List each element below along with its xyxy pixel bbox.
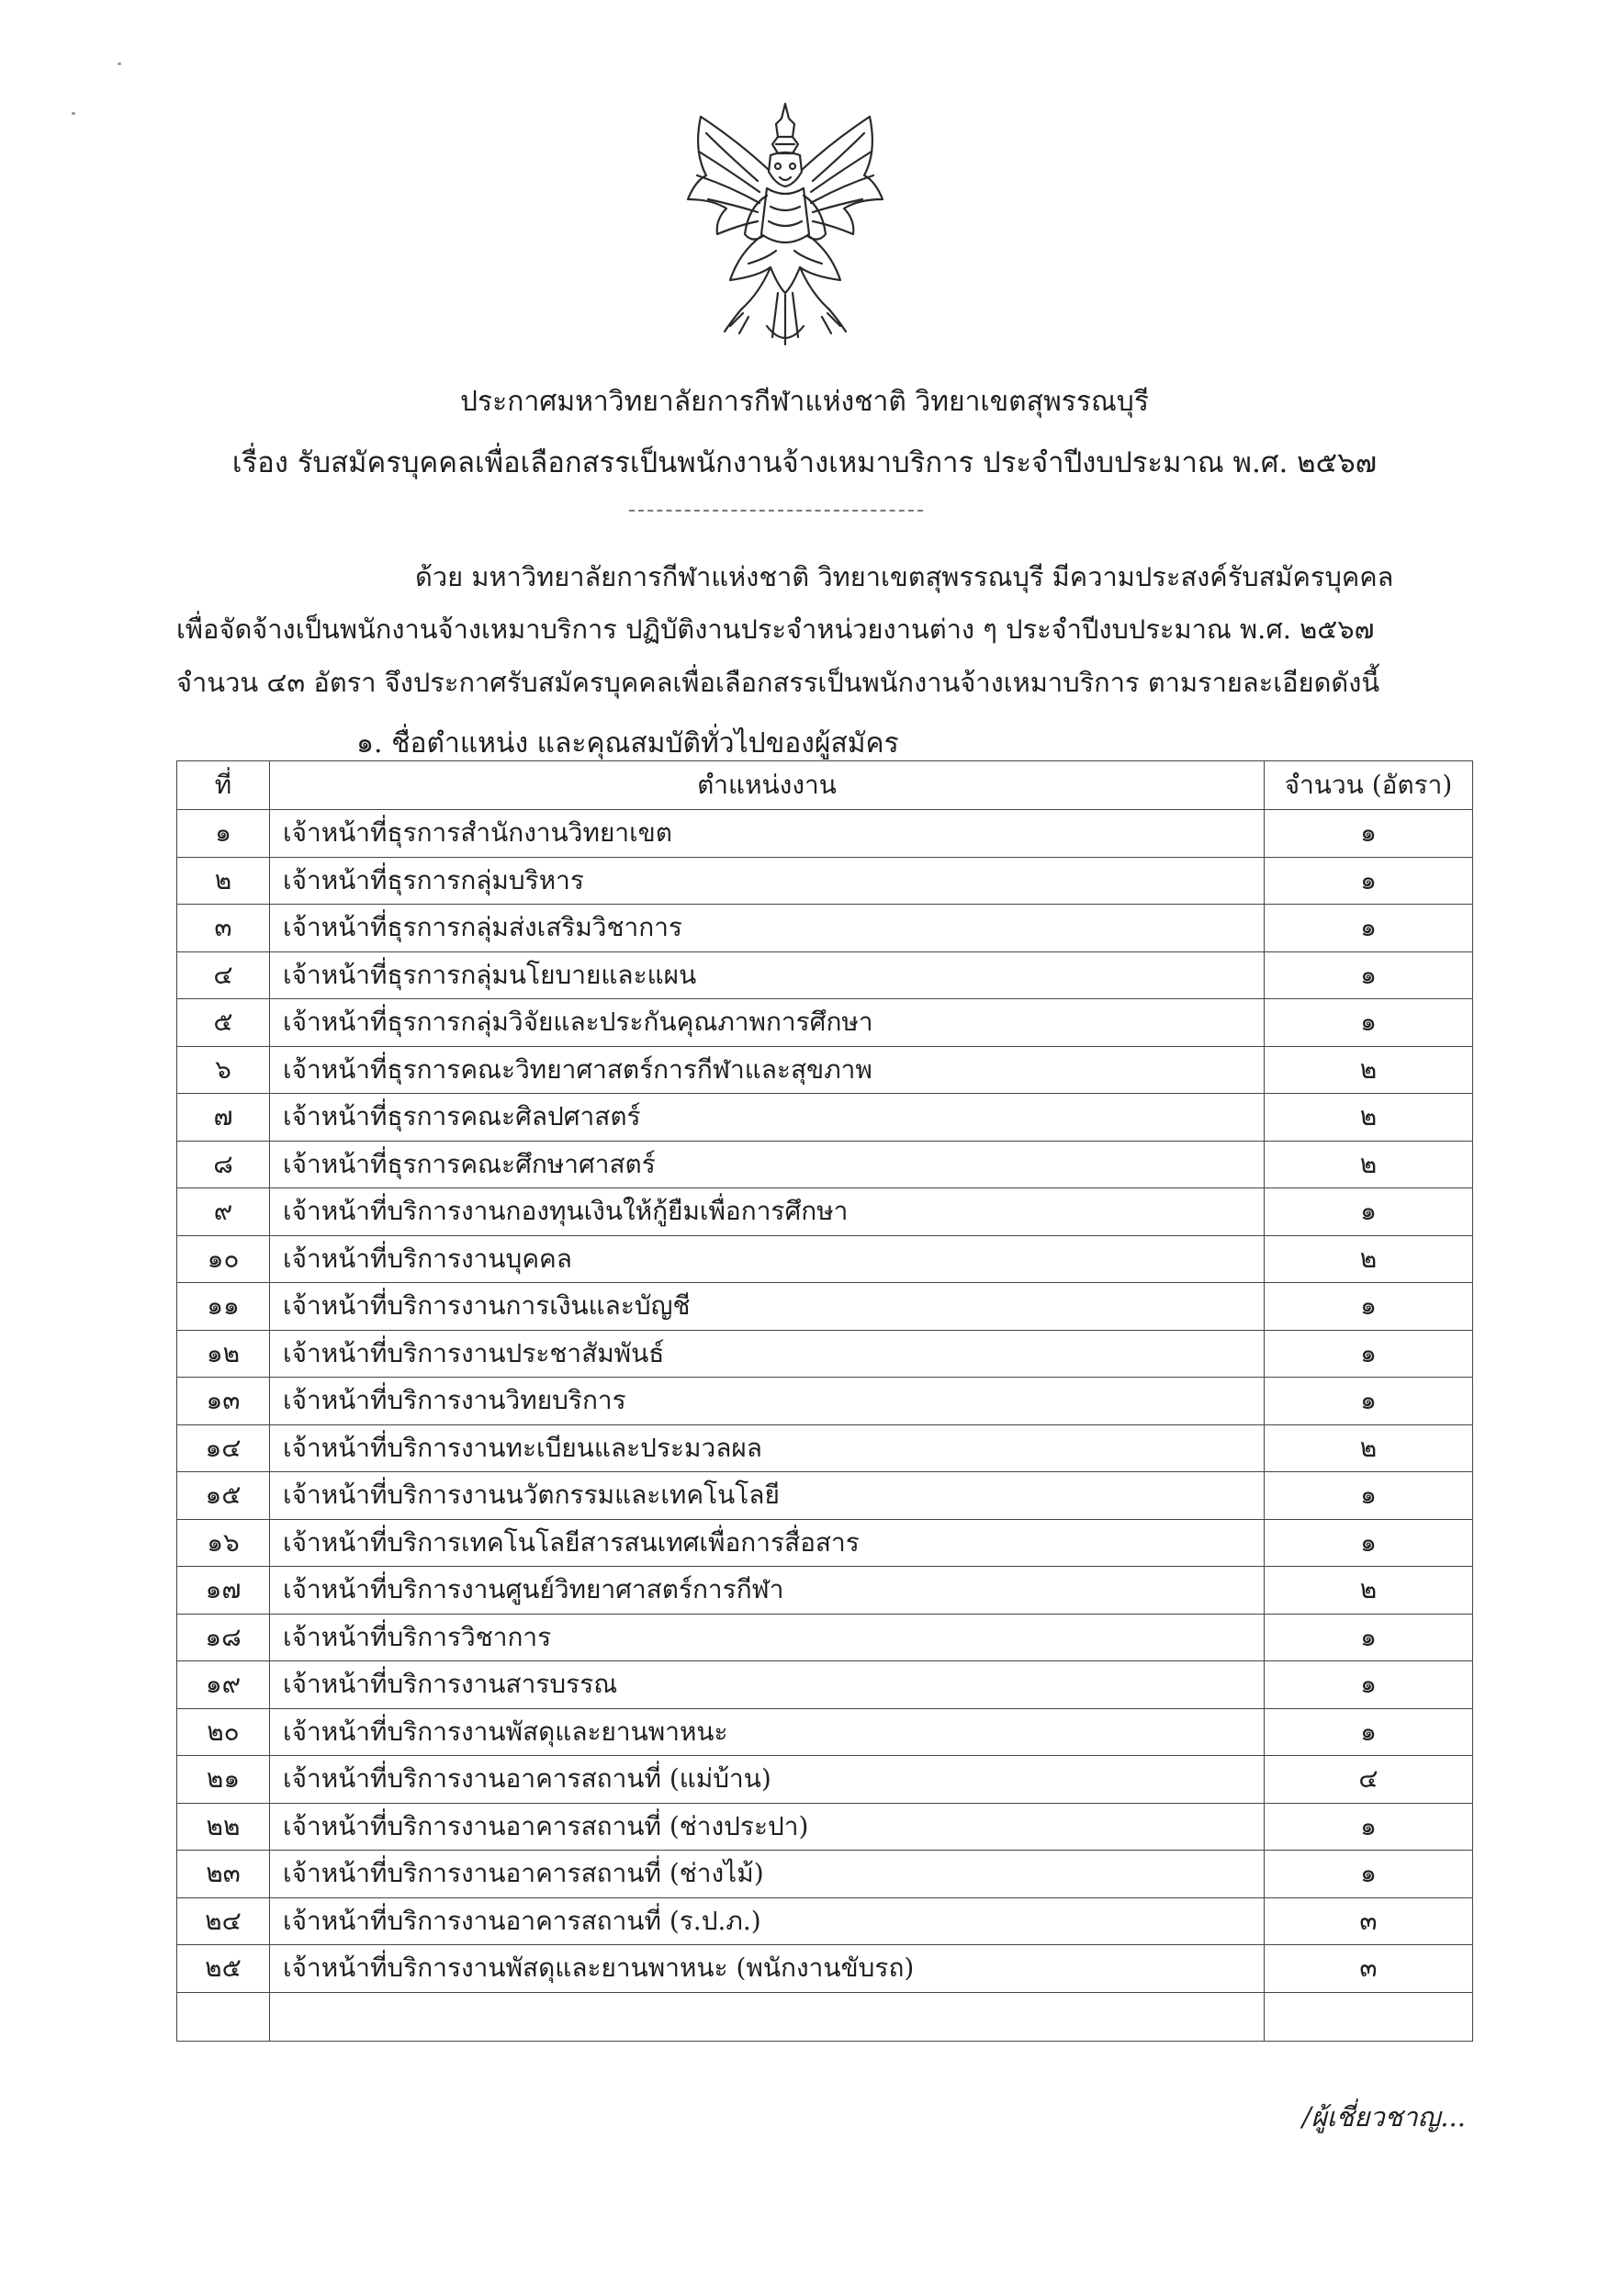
row-position: เจ้าหน้าที่บริการงานวิทยบริการ (270, 1378, 1265, 1425)
row-position: เจ้าหน้าที่บริการงานบุคคล (270, 1235, 1265, 1283)
table-row (177, 1424, 1473, 1472)
announcement-subject: เรื่อง รับสมัครบุคคลเพื่อเลือกสรรเป็นพนักงานจ้างเหมาบริการ ประจำปีงบประมาณ พ.ศ. ๒๕๖๗ (231, 446, 1378, 479)
row-number: ๑๔ (177, 1424, 270, 1472)
row-position: เจ้าหน้าที่บริการงานทะเบียนและประมวลผล (270, 1424, 1265, 1472)
row-count: ๒ (1265, 1094, 1473, 1142)
row-position: เจ้าหน้าที่บริการงานนวัตกรรมและเทคโนโลยี (270, 1472, 1265, 1520)
row-count: ๑ (1265, 810, 1473, 858)
row-number: ๑๒ (177, 1330, 270, 1378)
table-row (177, 1851, 1473, 1898)
row-number: ๒๐ (177, 1708, 270, 1756)
blank-cell (177, 1992, 270, 2041)
row-position: เจ้าหน้าที่บริการงานพัสดุและยานพาหนะ (พนักงานขับรถ) (270, 1945, 1265, 1993)
row-number: ๒๕ (177, 1945, 270, 1993)
table-row (177, 1094, 1473, 1142)
continuation-note: /ผู้เชี่ยวชาญ... (1302, 2101, 1466, 2133)
row-position: เจ้าหน้าที่ธุรการกลุ่มส่งเสริมวิชาการ (270, 905, 1265, 952)
row-position: เจ้าหน้าที่บริการงานอาคารสถานที่ (ร.ป.ภ.) (270, 1897, 1265, 1945)
table-row (177, 1046, 1473, 1094)
row-position: เจ้าหน้าที่บริการเทคโนโลยีสารสนเทศเพื่อการสื่อสาร (270, 1519, 1265, 1567)
table-row (177, 1235, 1473, 1283)
table-row (177, 1897, 1473, 1945)
row-count: ๔ (1265, 1756, 1473, 1804)
row-number: ๑๖ (177, 1519, 270, 1567)
table-row (177, 1472, 1473, 1520)
row-count: ๒ (1265, 1424, 1473, 1472)
garuda-emblem-icon (675, 96, 895, 358)
row-count: ๒ (1265, 1046, 1473, 1094)
table-row (177, 905, 1473, 952)
row-position: เจ้าหน้าที่บริการงานสารบรรณ (270, 1661, 1265, 1709)
table-row (177, 1945, 1473, 1993)
row-count: ๑ (1265, 1472, 1473, 1520)
row-number: ๖ (177, 1046, 270, 1094)
intro-paragraph-line-1: ด้วย มหาวิทยาลัยการกีฬาแห่งชาติ วิทยาเขตสุพรรณบุรี มีความประสงค์รับสมัครบุคคล (415, 561, 1394, 592)
table-row (177, 1330, 1473, 1378)
row-number: ๘ (177, 1141, 270, 1188)
table-body (177, 810, 1473, 2042)
row-position: เจ้าหน้าที่ธุรการกลุ่มนโยบายและแผน (270, 951, 1265, 999)
row-count: ๒ (1265, 1235, 1473, 1283)
header-position: ตำแหน่งงาน (270, 761, 1265, 810)
scan-speck (72, 112, 75, 115)
row-number: ๑ (177, 810, 270, 858)
table-blank-row (177, 1992, 1473, 2041)
row-position: เจ้าหน้าที่บริการงานอาคารสถานที่ (ช่างประปา) (270, 1803, 1265, 1851)
row-count: ๑ (1265, 1378, 1473, 1425)
row-position: เจ้าหน้าที่บริการงานศูนย์วิทยาศาสตร์การกีฬา (270, 1567, 1265, 1615)
intro-paragraph-line-2: เพื่อจัดจ้างเป็นพนักงานจ้างเหมาบริการ ปฏิบัติงานประจำหน่วยงานต่าง ๆ ประจำปีงบประมาณ พ.ศ. ๒๕๖๗ (176, 613, 1375, 645)
table-row (177, 1378, 1473, 1425)
row-position: เจ้าหน้าที่บริการวิชาการ (270, 1614, 1265, 1661)
row-count: ๑ (1265, 999, 1473, 1047)
row-number: ๑๘ (177, 1614, 270, 1661)
row-count: ๑ (1265, 1803, 1473, 1851)
intro-paragraph-line-3: จำนวน ๔๓ อัตรา จึงประกาศรับสมัครบุคคลเพื่อเลือกสรรเป็นพนักงานจ้างเหมาบริการ ตามรายละเอียดดังนี้ (176, 667, 1380, 698)
row-number: ๑๕ (177, 1472, 270, 1520)
row-count: ๒ (1265, 1141, 1473, 1188)
table-row (177, 1803, 1473, 1851)
row-count: ๓ (1265, 1897, 1473, 1945)
section-heading: ๑. ชื่อตำแหน่ง และคุณสมบัติทั่วไปของผู้สมัคร (356, 727, 899, 760)
row-position: เจ้าหน้าที่ธุรการสำนักงานวิทยาเขต (270, 810, 1265, 858)
announcement-title: ประกาศมหาวิทยาลัยการกีฬาแห่งชาติ วิทยาเขตสุพรรณบุรี (460, 386, 1149, 418)
row-position: เจ้าหน้าที่บริการงานประชาสัมพันธ์ (270, 1330, 1265, 1378)
row-number: ๑๑ (177, 1283, 270, 1331)
table-row (177, 951, 1473, 999)
title-separator (629, 510, 923, 512)
row-count: ๑ (1265, 1283, 1473, 1331)
table-row (177, 1567, 1473, 1615)
row-position: เจ้าหน้าที่ธุรการกลุ่มบริหาร (270, 857, 1265, 905)
row-number: ๔ (177, 951, 270, 999)
table-row (177, 1188, 1473, 1236)
table-row (177, 1708, 1473, 1756)
row-number: ๒๒ (177, 1803, 270, 1851)
row-count: ๑ (1265, 905, 1473, 952)
table-row (177, 1661, 1473, 1709)
row-count: ๑ (1265, 1614, 1473, 1661)
row-position: เจ้าหน้าที่บริการงานการเงินและบัญชี (270, 1283, 1265, 1331)
table-row (177, 810, 1473, 858)
row-position: เจ้าหน้าที่ธุรการคณะศิลปศาสตร์ (270, 1094, 1265, 1142)
table-row (177, 1519, 1473, 1567)
row-number: ๑๗ (177, 1567, 270, 1615)
row-number: ๕ (177, 999, 270, 1047)
row-number: ๑๓ (177, 1378, 270, 1425)
table-row (177, 1283, 1473, 1331)
table-row (177, 1614, 1473, 1661)
table-row (177, 1141, 1473, 1188)
header-no: ที่ (177, 761, 270, 810)
table-row (177, 857, 1473, 905)
row-count: ๑ (1265, 951, 1473, 999)
row-count: ๑ (1265, 1330, 1473, 1378)
row-number: ๒๔ (177, 1897, 270, 1945)
table-header-row (177, 761, 1473, 810)
blank-cell (270, 1992, 1265, 2041)
row-count: ๑ (1265, 857, 1473, 905)
row-number: ๑๙ (177, 1661, 270, 1709)
row-number: ๒๑ (177, 1756, 270, 1804)
row-position: เจ้าหน้าที่ธุรการกลุ่มวิจัยและประกันคุณภาพการศึกษา (270, 999, 1265, 1047)
row-number: ๗ (177, 1094, 270, 1142)
row-position: เจ้าหน้าที่ธุรการคณะวิทยาศาสตร์การกีฬาและสุขภาพ (270, 1046, 1265, 1094)
row-count: ๑ (1265, 1661, 1473, 1709)
row-position: เจ้าหน้าที่บริการงานอาคารสถานที่ (แม่บ้าน) (270, 1756, 1265, 1804)
row-count: ๑ (1265, 1851, 1473, 1898)
row-count: ๒ (1265, 1567, 1473, 1615)
row-count: ๑ (1265, 1708, 1473, 1756)
table-row (177, 999, 1473, 1047)
row-number: ๙ (177, 1188, 270, 1236)
positions-table (176, 760, 1473, 2042)
row-position: เจ้าหน้าที่บริการงานอาคารสถานที่ (ช่างไม้) (270, 1851, 1265, 1898)
row-position: เจ้าหน้าที่บริการงานพัสดุและยานพาหนะ (270, 1708, 1265, 1756)
row-count: ๑ (1265, 1188, 1473, 1236)
row-count: ๑ (1265, 1519, 1473, 1567)
row-position: เจ้าหน้าที่ธุรการคณะศึกษาศาสตร์ (270, 1141, 1265, 1188)
row-number: ๒ (177, 857, 270, 905)
row-position: เจ้าหน้าที่บริการงานกองทุนเงินให้กู้ยืมเพื่อการศึกษา (270, 1188, 1265, 1236)
scan-speck (118, 62, 121, 65)
header-count: จำนวน (อัตรา) (1265, 761, 1473, 810)
row-number: ๒๓ (177, 1851, 270, 1898)
blank-cell (1265, 1992, 1473, 2041)
table-row (177, 1756, 1473, 1804)
row-number: ๓ (177, 905, 270, 952)
row-number: ๑๐ (177, 1235, 270, 1283)
row-count: ๓ (1265, 1945, 1473, 1993)
